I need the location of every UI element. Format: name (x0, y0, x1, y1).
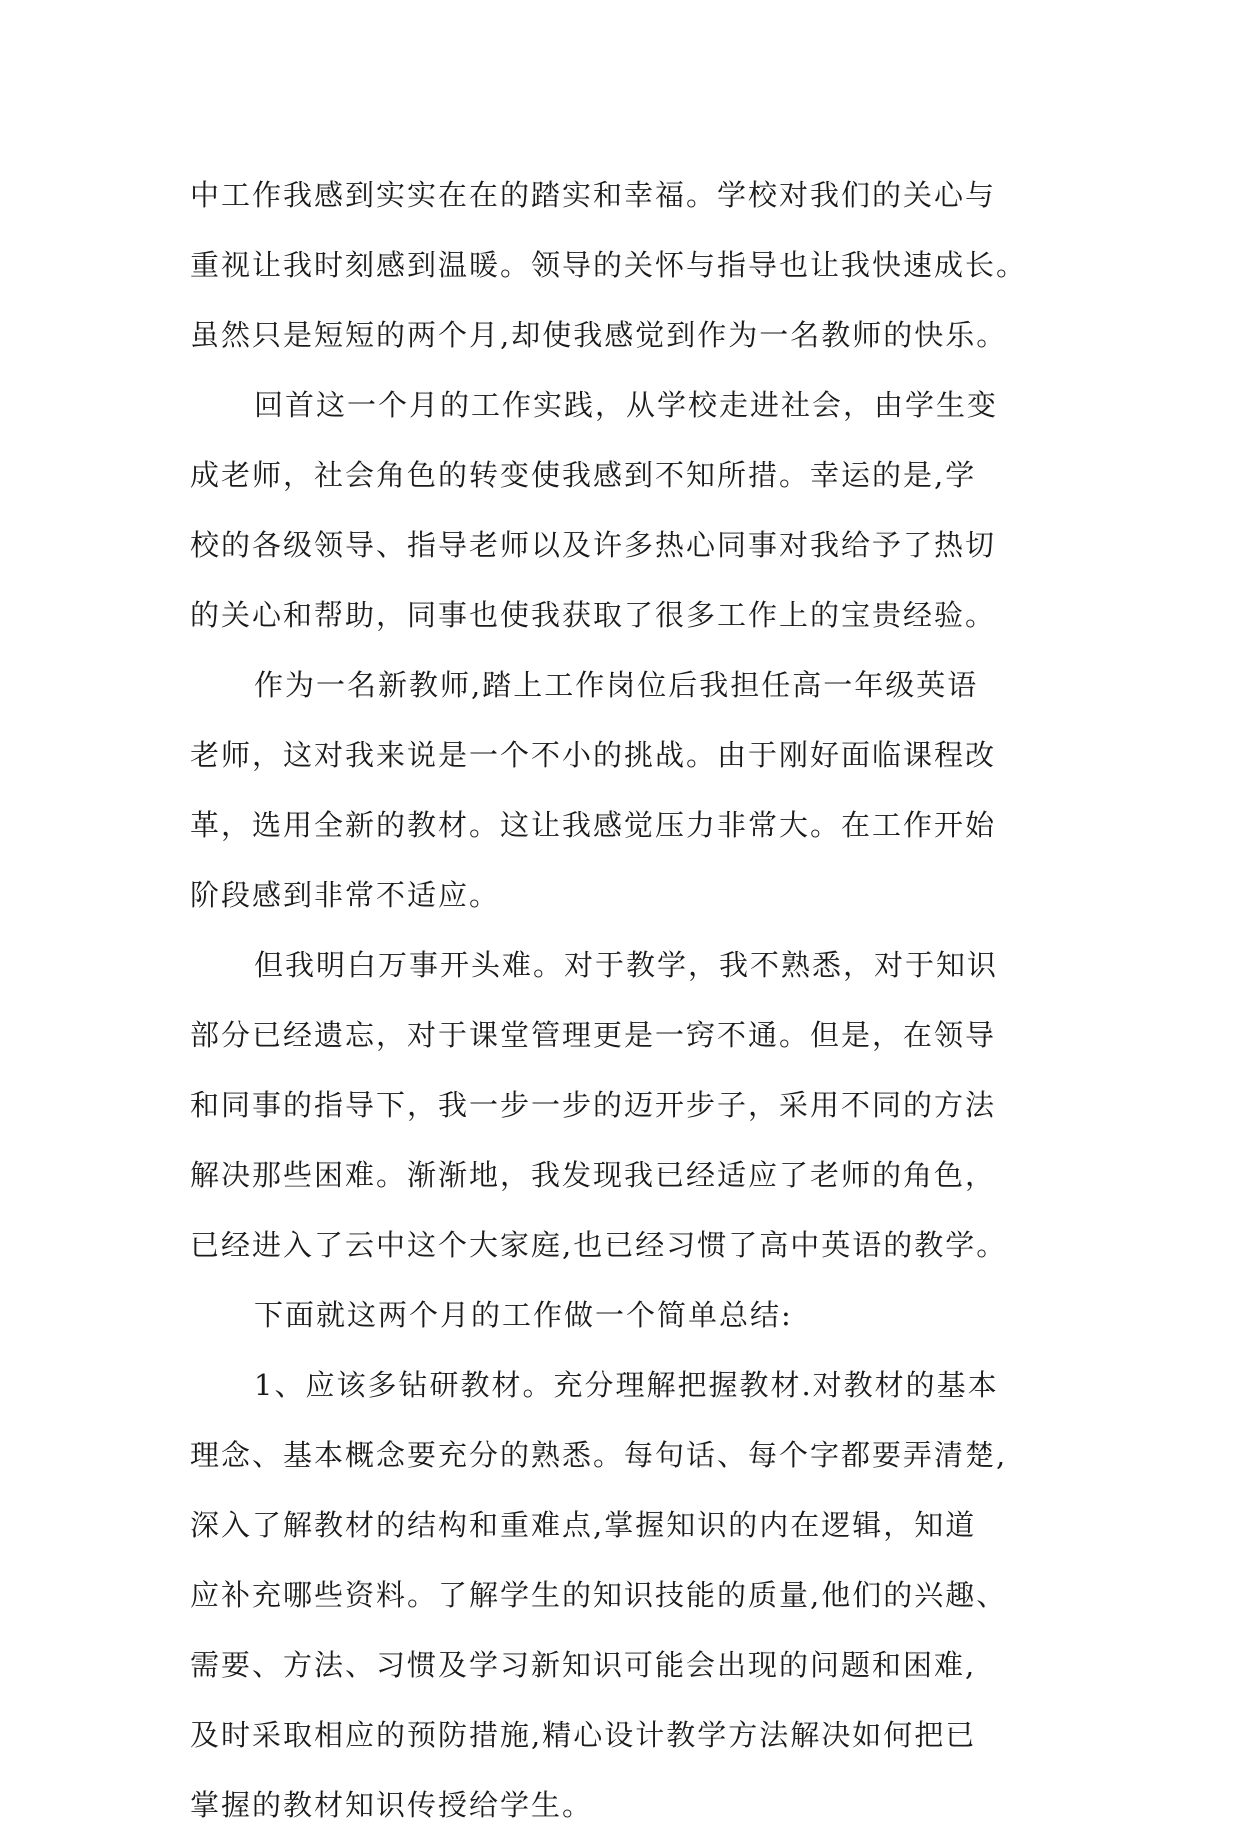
text-line: 解决那些困难。渐渐地，我发现我已经适应了老师的角色， (190, 1158, 997, 1192)
text-line: 的关心和帮助，同事也使我获取了很多工作上的宝贵经验。 (190, 598, 997, 632)
paragraph-first-line: 但我明白万事开头难。对于教学，我不熟悉，对于知识 (254, 948, 999, 982)
text-line: 虽然只是短短的两个月,却使我感觉到作为一名教师的快乐。 (190, 318, 1008, 352)
text-line: 理念、基本概念要充分的熟悉。每句话、每个字都要弄清楚, (190, 1438, 1008, 1472)
text-line: 需要、方法、习惯及学习新知识可能会出现的问题和困难, (190, 1648, 977, 1682)
text-line: 及时采取相应的预防措施,精心设计教学方法解决如何把已 (190, 1718, 977, 1752)
text-line: 已经进入了云中这个大家庭,也已经习惯了高中英语的教学。 (190, 1228, 1008, 1262)
document-body (190, 160, 1070, 1840)
text-line: 和同事的指导下，我一步一步的迈开步子，采用不同的方法 (190, 1088, 997, 1122)
text-line: 老师，这对我来说是一个不小的挑战。由于刚好面临课程改 (190, 738, 997, 772)
paragraph-first-line: 1、应该多钻研教材。充分理解把握教材.对教材的基本 (254, 1368, 999, 1402)
text-line: 重视让我时刻感到温暖。领导的关怀与指导也让我快速成长。 (190, 248, 1028, 282)
text-line: 中工作我感到实实在在的踏实和幸福。学校对我们的关心与 (190, 178, 997, 212)
paragraph-first-line: 回首这一个月的工作实践，从学校走进社会，由学生变 (254, 388, 999, 422)
text-line: 应补充哪些资料。了解学生的知识技能的质量,他们的兴趣、 (190, 1578, 1008, 1612)
text-line: 阶段感到非常不适应。 (190, 878, 501, 912)
paragraph-first-line: 下面就这两个月的工作做一个简单总结: (254, 1298, 793, 1332)
text-line: 深入了解教材的结构和重难点,掌握知识的内在逻辑，知道 (190, 1508, 977, 1542)
text-line: 掌握的教材知识传授给学生。 (190, 1788, 594, 1822)
text-line: 革，选用全新的教材。这让我感觉压力非常大。在工作开始 (190, 808, 997, 842)
text-line: 校的各级领导、指导老师以及许多热心同事对我给予了热切 (190, 528, 997, 562)
text-line: 成老师，社会角色的转变使我感到不知所措。幸运的是,学 (190, 458, 977, 492)
paragraph-first-line: 作为一名新教师,踏上工作岗位后我担任高一年级英语 (254, 668, 979, 702)
text-line: 部分已经遗忘，对于课堂管理更是一窍不通。但是，在领导 (190, 1018, 997, 1052)
